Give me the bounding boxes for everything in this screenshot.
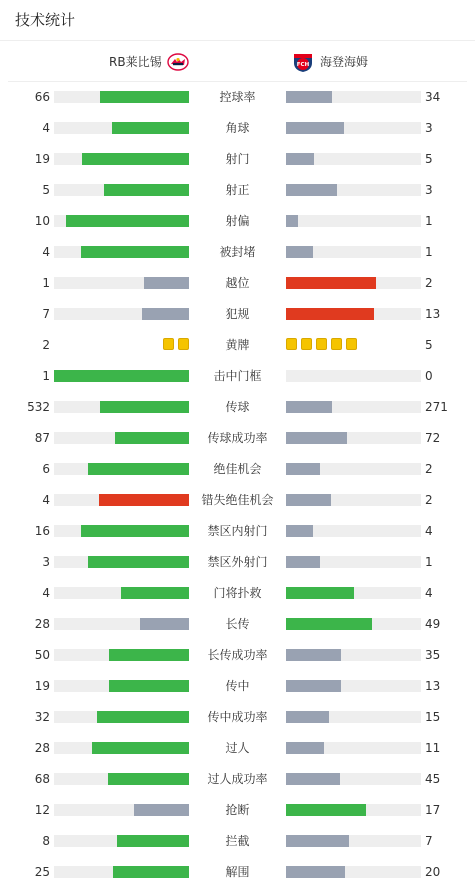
away-stat-value: 20 [425, 865, 441, 879]
home-team-name: RB莱比锡 [109, 55, 162, 69]
home-stat-bar-track [54, 370, 189, 382]
home-stat-bar-track [54, 773, 189, 785]
away-stat-bar-track [286, 649, 421, 661]
page-title: 技术统计 [15, 11, 76, 29]
stat-row [0, 330, 475, 361]
stat-label: 过人 [225, 741, 250, 755]
home-stat-bar-fill [112, 122, 189, 134]
away-stat-bar-track [286, 835, 421, 847]
away-stat-value: 1 [425, 214, 433, 228]
stat-row [0, 826, 475, 857]
header-divider [0, 40, 475, 41]
stats-list [0, 82, 475, 888]
away-stat-bar-fill [286, 556, 320, 568]
away-stat-value: 35 [425, 648, 441, 662]
stat-row [0, 671, 475, 702]
away-stat-bar-track [286, 711, 421, 723]
away-stat-bar-fill [286, 308, 374, 320]
home-stat-bar-fill [92, 742, 189, 754]
home-stat-bar-track [54, 463, 189, 475]
home-stat-bar-track [54, 432, 189, 444]
home-stat-bar-fill [108, 773, 189, 785]
home-stat-bar-track [54, 215, 189, 227]
home-stat-value: 28 [34, 741, 50, 755]
stat-row [0, 454, 475, 485]
away-stat-bar-fill [286, 525, 313, 537]
away-team-name: 海登海姆 [320, 55, 369, 69]
away-stat-value: 13 [425, 307, 441, 321]
away-stat-bar-fill [286, 711, 329, 723]
stat-label: 射门 [225, 152, 250, 166]
home-stat-bar-track [54, 246, 189, 258]
away-stat-bar-fill [286, 649, 341, 661]
home-stat-bar-fill [134, 804, 189, 816]
svg-text:FCH: FCH [296, 62, 310, 69]
away-stat-bar-fill [286, 494, 331, 506]
home-stat-bar-fill [115, 432, 189, 444]
away-stat-bar-track [286, 246, 421, 258]
away-stat-value: 0 [425, 369, 433, 383]
away-stat-bar-track [286, 680, 421, 692]
away-stat-bar-track [286, 587, 421, 599]
home-stat-bar-fill [82, 153, 189, 165]
stat-label: 抢断 [225, 803, 250, 817]
away-stat-bar-fill [286, 277, 376, 289]
away-stat-bar-fill [286, 742, 324, 754]
stat-row [0, 144, 475, 175]
home-stat-bar-track [54, 401, 189, 413]
stat-row [0, 640, 475, 671]
home-stat-value: 4 [42, 121, 50, 135]
heidenheim-fch-crest-icon [292, 51, 314, 73]
away-stat-bar-fill [286, 618, 372, 630]
stat-row [0, 237, 475, 268]
home-stat-bar-fill [121, 587, 189, 599]
rb-leipzig-crest-icon [167, 51, 189, 73]
stat-row [0, 82, 475, 113]
away-stat-value: 1 [425, 555, 433, 569]
home-stat-value: 4 [42, 586, 50, 600]
away-stat-bar-fill [286, 153, 314, 165]
stat-row [0, 733, 475, 764]
away-stat-value: 3 [425, 121, 433, 135]
away-stat-bar-track [286, 742, 421, 754]
home-stat-value: 5 [42, 183, 50, 197]
home-stat-value: 28 [34, 617, 50, 631]
away-stat-bar-fill [286, 246, 313, 258]
stat-label: 长传 [225, 617, 250, 631]
stat-row [0, 485, 475, 516]
stat-label: 传球 [225, 400, 250, 414]
away-stat-value: 4 [425, 524, 433, 538]
stat-label: 错失绝佳机会 [201, 493, 274, 507]
stat-label: 过人成功率 [207, 772, 268, 786]
home-stat-value: 66 [34, 90, 50, 104]
home-stat-bar-fill [109, 680, 189, 692]
stat-row [0, 206, 475, 237]
away-stat-value: 1 [425, 245, 433, 259]
home-stat-bar-track [54, 122, 189, 134]
home-stat-bar-fill [104, 184, 189, 196]
away-stat-value: 17 [425, 803, 441, 817]
home-stat-value: 3 [42, 555, 50, 569]
home-stat-bar-fill [99, 494, 189, 506]
away-stat-bar-track [286, 773, 421, 785]
away-stat-value: 2 [425, 462, 433, 476]
away-stat-bar-track [286, 277, 421, 289]
home-stat-bar-track [54, 804, 189, 816]
home-stat-bar-track [54, 153, 189, 165]
away-stat-bar-track [286, 122, 421, 134]
home-stat-value: 87 [34, 431, 50, 445]
stat-row [0, 361, 475, 392]
yellow-card-icon [316, 338, 327, 350]
home-stat-bar-track [54, 556, 189, 568]
away-stat-bar-fill [286, 587, 354, 599]
away-stat-value: 2 [425, 276, 433, 290]
away-stat-value: 3 [425, 183, 433, 197]
stat-label: 控球率 [219, 90, 256, 104]
stat-label: 解围 [225, 865, 250, 879]
home-stat-value: 7 [42, 307, 50, 321]
away-stat-value: 5 [425, 152, 433, 166]
stat-row [0, 795, 475, 826]
away-stat-bar-fill [286, 804, 366, 816]
home-stat-bar-track [54, 618, 189, 630]
stat-label: 长传成功率 [207, 648, 268, 662]
home-stat-value: 1 [42, 369, 50, 383]
home-stat-value: 4 [42, 493, 50, 507]
away-stat-value: 2 [425, 493, 433, 507]
away-stat-bar-track [286, 866, 421, 878]
home-stat-bar-track [54, 184, 189, 196]
stat-label: 被封堵 [219, 245, 256, 259]
home-stat-bar-track [54, 742, 189, 754]
away-stat-bar-fill [286, 773, 340, 785]
away-stat-value: 34 [425, 90, 441, 104]
home-stat-bar-fill [140, 618, 189, 630]
home-stat-value: 16 [34, 524, 50, 538]
home-yellow-cards [163, 338, 189, 352]
home-stat-value: 10 [34, 214, 50, 228]
home-stat-bar-fill [54, 370, 189, 382]
stat-label: 绝佳机会 [213, 462, 262, 476]
stat-label: 角球 [225, 121, 250, 135]
yellow-card-icon [346, 338, 357, 350]
home-stat-bar-fill [66, 215, 189, 227]
home-stat-bar-track [54, 680, 189, 692]
away-stat-bar-fill [286, 401, 332, 413]
stat-row [0, 299, 475, 330]
home-stat-value: 68 [34, 772, 50, 786]
away-stat-bar-fill [286, 215, 298, 227]
yellow-card-icon [163, 338, 174, 350]
home-stat-bar-fill [117, 835, 189, 847]
away-team [292, 49, 368, 75]
home-stat-value: 1 [42, 276, 50, 290]
away-stat-bar-track [286, 494, 421, 506]
home-stat-value: 8 [42, 834, 50, 848]
away-stat-value: 7 [425, 834, 433, 848]
home-stat-value: 32 [34, 710, 50, 724]
home-stat-value: 4 [42, 245, 50, 259]
home-stat-value: 12 [34, 803, 50, 817]
stat-label: 禁区外射门 [207, 555, 268, 569]
away-stat-bar-track [286, 556, 421, 568]
home-stat-bar-fill [144, 277, 189, 289]
stat-label: 传球成功率 [207, 431, 268, 445]
home-stat-bar-track [54, 835, 189, 847]
away-stat-value: 4 [425, 586, 433, 600]
home-stat-bar-track [54, 866, 189, 878]
away-stat-bar-fill [286, 463, 320, 475]
stat-label: 击中门框 [213, 369, 262, 383]
stat-row [0, 764, 475, 795]
away-stat-bar-track [286, 463, 421, 475]
stat-row [0, 113, 475, 144]
home-stat-value: 25 [34, 865, 50, 879]
home-stat-bar-fill [81, 525, 189, 537]
away-stat-bar-track [286, 91, 421, 103]
away-stat-bar-track [286, 525, 421, 537]
stat-row [0, 578, 475, 609]
stat-label: 犯规 [225, 307, 250, 321]
away-stat-bar-fill [286, 122, 344, 134]
stat-label: 门将扑救 [213, 586, 262, 600]
home-stat-bar-fill [100, 91, 189, 103]
away-stat-bar-track [286, 215, 421, 227]
away-stat-bar-track [286, 153, 421, 165]
home-stat-bar-track [54, 649, 189, 661]
home-stat-value: 19 [34, 679, 50, 693]
home-stat-bar-fill [113, 866, 189, 878]
stat-row [0, 609, 475, 640]
away-stat-value: 11 [425, 741, 441, 755]
stat-label: 射正 [225, 183, 250, 197]
away-stat-bar-track [286, 370, 421, 382]
away-stat-bar-fill [286, 432, 347, 444]
away-stat-value: 49 [425, 617, 441, 631]
home-stat-bar-track [54, 308, 189, 320]
yellow-card-icon [301, 338, 312, 350]
yellow-card-icon [286, 338, 297, 350]
stat-row [0, 175, 475, 206]
away-stat-bar-fill [286, 680, 341, 692]
home-stat-bar-track [54, 277, 189, 289]
home-stat-value: 6 [42, 462, 50, 476]
away-stat-value: 271 [425, 400, 448, 414]
home-stat-value: 2 [42, 338, 50, 352]
away-stat-value: 45 [425, 772, 441, 786]
stat-row [0, 547, 475, 578]
away-stat-bar-track [286, 618, 421, 630]
home-stat-bar-track [54, 587, 189, 599]
away-yellow-cards [286, 338, 357, 352]
stat-row [0, 702, 475, 733]
stat-row [0, 423, 475, 454]
stat-label: 禁区内射门 [207, 524, 268, 538]
away-stat-value: 13 [425, 679, 441, 693]
stat-row [0, 268, 475, 299]
home-stat-bar-track [54, 711, 189, 723]
home-team [109, 49, 189, 75]
away-stat-bar-track [286, 804, 421, 816]
away-stat-bar-fill [286, 184, 337, 196]
away-stat-bar-fill [286, 91, 332, 103]
stat-label: 传中成功率 [207, 710, 268, 724]
away-stat-bar-track [286, 401, 421, 413]
home-stat-value: 19 [34, 152, 50, 166]
away-stat-bar-fill [286, 835, 349, 847]
yellow-card-icon [178, 338, 189, 350]
yellow-card-icon [331, 338, 342, 350]
home-stat-bar-fill [142, 308, 189, 320]
away-stat-bar-track [286, 184, 421, 196]
away-stat-value: 15 [425, 710, 441, 724]
stat-label: 黄牌 [225, 338, 250, 352]
home-stat-bar-fill [88, 463, 189, 475]
home-stat-value: 50 [34, 648, 50, 662]
stat-label: 射偏 [225, 214, 250, 228]
stat-row [0, 392, 475, 423]
home-stat-bar-fill [81, 246, 189, 258]
stat-row [0, 516, 475, 547]
away-stat-bar-fill [286, 866, 345, 878]
away-stat-value: 72 [425, 431, 441, 445]
home-stat-value: 532 [27, 400, 50, 414]
home-stat-bar-fill [88, 556, 189, 568]
stat-label: 传中 [225, 679, 250, 693]
away-stat-bar-track [286, 308, 421, 320]
home-stat-bar-track [54, 525, 189, 537]
away-stat-value: 5 [425, 338, 433, 352]
home-stat-bar-track [54, 91, 189, 103]
away-stat-bar-track [286, 432, 421, 444]
stat-row [0, 857, 475, 888]
home-stat-bar-fill [97, 711, 189, 723]
home-stat-bar-fill [100, 401, 189, 413]
stat-label: 越位 [225, 276, 250, 290]
home-stat-bar-fill [109, 649, 189, 661]
stat-label: 拦截 [225, 834, 250, 848]
home-stat-bar-track [54, 494, 189, 506]
